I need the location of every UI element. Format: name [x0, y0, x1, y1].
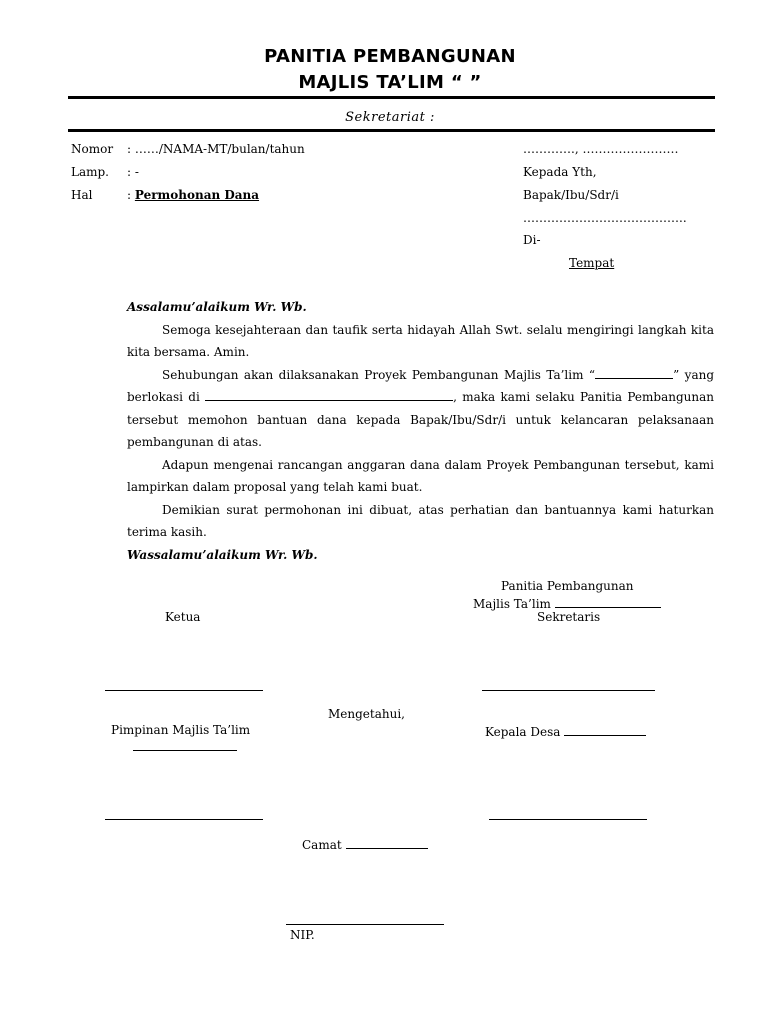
pimpinan-signature-line [105, 819, 263, 820]
paragraph-2-part-b: ” yang berlokasi di [127, 367, 715, 404]
kepala-desa-blank [564, 723, 646, 736]
lamp-label: Lamp. [71, 165, 109, 179]
secretariat-label: Sekretariat : [345, 110, 435, 125]
nip-label: NIP. [290, 928, 315, 942]
tempat-label: Tempat [569, 256, 615, 270]
date-line: …………., …………………… [523, 142, 679, 156]
camat-label: Camat [302, 838, 342, 852]
opening-greeting: Assalamu’alaikum Wr. Wb. [127, 300, 307, 314]
majlis-label: Majlis Ta’lim [473, 597, 551, 611]
hal-label: Hal [71, 188, 93, 202]
nomor-label: Nomor [71, 142, 114, 156]
pimpinan-label: Pimpinan Majlis Ta’lim [111, 723, 251, 737]
paragraph-1: Semoga kesejahteraan dan taufik serta hidayah Allah Swt. selalu mengiringi langkah kita kita bersama. Amin. [127, 322, 714, 359]
camat-row [302, 836, 428, 852]
letter-body [127, 296, 714, 566]
majlis-name-sign-blank [555, 595, 661, 608]
ketua-label: Ketua [165, 610, 201, 624]
location-blank [205, 388, 453, 401]
kepada-yth: Kepada Yth, [523, 165, 597, 179]
camat-signature-line [286, 924, 444, 925]
kepala-desa-label: Kepala Desa [485, 725, 561, 739]
kepala-desa-row [485, 723, 646, 739]
paragraph-2-part-a: Sehubungan akan dilaksanakan Proyek Pembangunan Majlis Ta’lim “ [162, 367, 596, 382]
closing-greeting: Wassalamu’alaikum Wr. Wb. [127, 547, 318, 562]
lamp-value: : - [127, 165, 139, 179]
header-rule-top [68, 96, 715, 99]
majlis-name-blank [595, 366, 673, 379]
paragraph-4: Demikian surat permohonan ini dibuat, atas perhatian dan bantuannya kami haturkan terima kasih. [127, 502, 714, 539]
panitia-label: Panitia Pembangunan [501, 579, 634, 593]
pimpinan-name-blank [133, 750, 237, 751]
nomor-value: : ……/NAMA-MT/bulan/tahun [127, 142, 305, 156]
paragraph-2-part-c: , maka kami selaku Panitia Pembangunan tersebut memohon bantuan dana kepada Bapak/Ibu/Sdr/i untuk kelancaran pelaksanaan pembangunan di atas. [127, 390, 714, 449]
di-label: Di- [523, 233, 541, 247]
paragraph-3: Adapun mengenai rancangan anggaran dana dalam Proyek Pembangunan tersebut, kami lampirkan dalam proposal yang telah kami buat. [127, 457, 714, 494]
hal-value: Permohonan Dana [134, 188, 260, 202]
sekretaris-label: Sekretaris [537, 610, 601, 624]
hal-value-row [127, 188, 259, 202]
majlis-label-row [473, 595, 661, 611]
recipient-name-line: ………………………………….. [523, 211, 687, 225]
letterhead-title-line1: PANITIA PEMBANGUNAN [264, 46, 516, 67]
header-rule-bottom [68, 129, 715, 132]
kepala-desa-signature-line [489, 819, 647, 820]
recipient-title: Bapak/Ibu/Sdr/i [523, 188, 619, 202]
ketua-signature-line [105, 690, 263, 691]
sekretaris-signature-line [482, 690, 655, 691]
paragraph-2 [127, 364, 714, 454]
letterhead-title-line2: MAJLIS TA’LIM “ ” [298, 72, 482, 93]
mengetahui-label: Mengetahui, [328, 707, 405, 721]
camat-blank [346, 836, 428, 849]
hal-colon: : [127, 188, 132, 202]
